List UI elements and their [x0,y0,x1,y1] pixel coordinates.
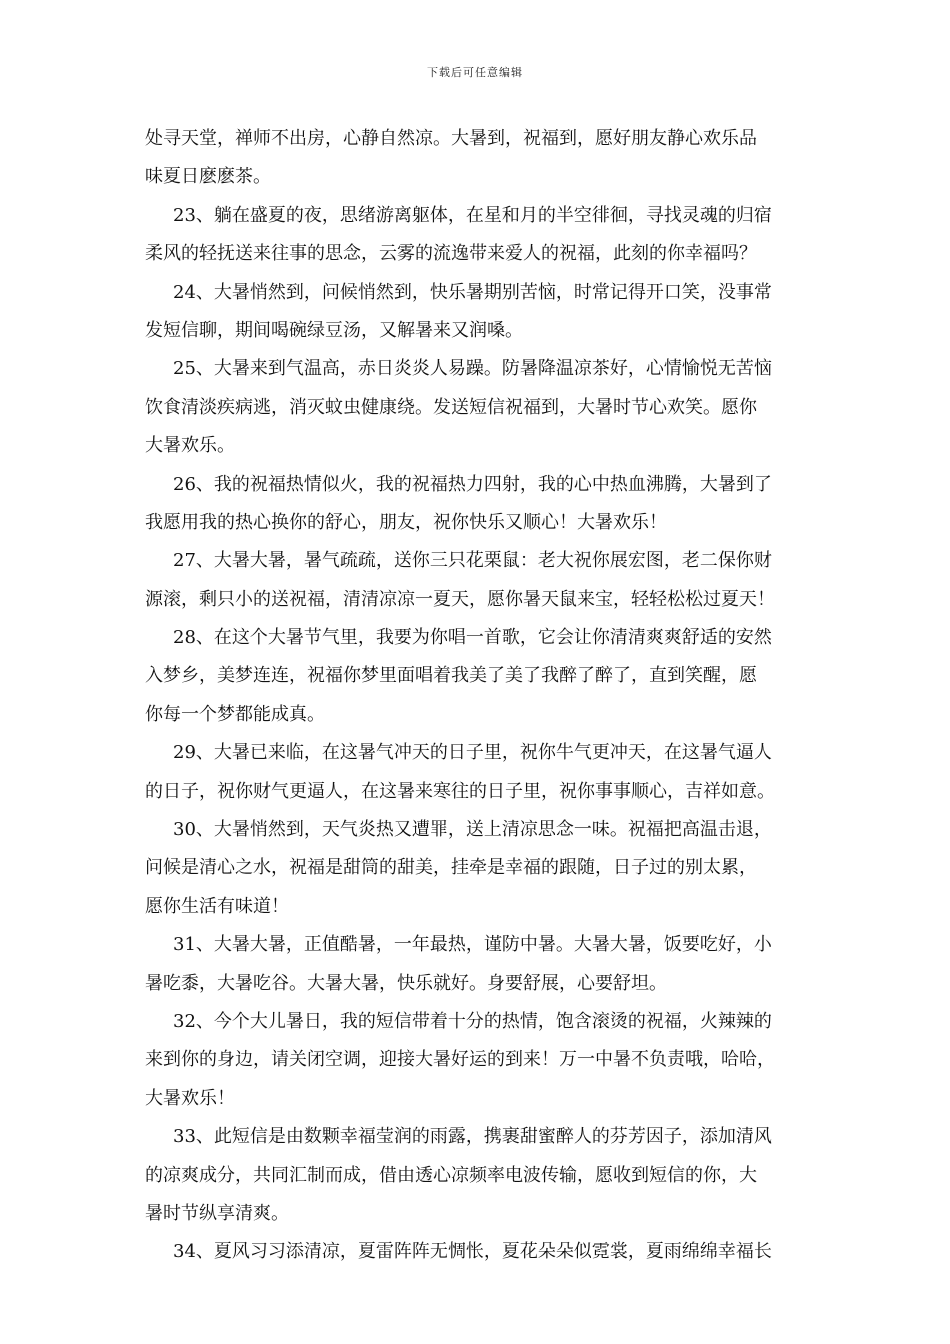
text-line: 34、夏风习习添清凉，夏雷阵阵无惆怅，夏花朵朵似霓裳，夏雨绵绵幸福长 [173,1241,772,1263]
text-line: 你每一个梦都能成真。 [145,703,325,725]
text-line: 饮食清淡疾病逃，消灭蚊虫健康绕。发送短信祝福到，大暑时节心欢笑。愿你 [145,396,757,418]
text-line: 暑吃黍，大暑吃谷。大暑大暑，快乐就好。身要舒展，心要舒坦。 [145,972,667,994]
text-line: 大暑欢乐！ [145,1087,235,1109]
text-line: 33、此短信是由数颗幸福莹润的雨露，携裹甜蜜醉人的芬芳因子，添加清风 [173,1126,772,1148]
text-line: 来到你的身边，请关闭空调，迎接大暑好运的到来！万一中暑不负责哦，哈哈， [145,1049,775,1071]
text-line: 30、大暑悄然到，天气炎热又遭罪，送上清凉思念一味。祝福把高温击退， [173,819,772,841]
text-line: 味夏日麽麽茶。 [145,166,271,188]
text-line: 愿你生活有味道！ [145,895,289,917]
text-line: 大暑欢乐。 [145,435,235,457]
page-header: 下载后可任意编辑 [427,66,523,79]
text-line: 27、大暑大暑，暑气疏疏，送你三只花栗鼠：老大祝你展宏图，老二保你财 [173,550,772,572]
text-line: 发短信聊，期间喝碗绿豆汤，又解暑来又润嗓。 [145,319,523,341]
text-line: 的日子，祝你财气更逼人，在这暑来寒往的日子里，祝你事事顺心，吉祥如意。 [145,780,775,802]
text-line: 源滚，剩只小的送祝福，清清凉凉一夏天，愿你暑天鼠来宝，轻轻松松过夏天！ [145,588,775,610]
text-line: 26、我的祝福热情似火，我的祝福热力四射，我的心中热血沸腾，大暑到了 [173,473,772,495]
text-line: 32、今个大儿暑日，我的短信带着十分的热情，饱含滚烫的祝福，火辣辣的 [173,1010,772,1032]
text-line: 31、大暑大暑，正值酷暑，一年最热，谨防中暑。大暑大暑，饭要吃好，小 [173,934,772,956]
text-line: 24、大暑悄然到，问候悄然到，快乐暑期别苦恼，时常记得开口笑，没事常 [173,281,772,303]
text-line: 柔风的轻抚送来往事的思念，云雾的流逸带来爱人的祝福，此刻的你幸福吗？ [145,243,757,265]
text-line: 29、大暑已来临，在这暑气冲天的日子里，祝你牛气更冲天，在这暑气逼人 [173,742,772,764]
text-line: 28、在这个大暑节气里，我要为你唱一首歌，它会让你清清爽爽舒适的安然 [173,627,772,649]
document-body [145,120,825,1272]
text-line: 问候是清心之水，祝福是甜筒的甜美，挂牵是幸福的跟随，日子过的别太累， [145,857,757,879]
text-line: 入梦乡，美梦连连，祝福你梦里面唱着我美了美了我醉了醉了，直到笑醒，愿 [145,665,757,687]
text-line: 我愿用我的热心换你的舒心，朋友，祝你快乐又顺心！大暑欢乐！ [145,511,667,533]
text-line: 处寻天堂，禅师不出房，心静自然凉。大暑到，祝福到，愿好朋友静心欢乐品 [145,128,757,149]
text-line: 的凉爽成分，共同汇制而成，借由透心凉频率电波传输，愿收到短信的你，大 [145,1164,757,1186]
text-line: 25、大暑来到气温高，赤日炎炎人易躁。防暑降温凉茶好，心情愉悦无苦恼 [173,358,772,380]
text-line: 暑时节纵享清爽。 [145,1202,289,1224]
text-line: 23、躺在盛夏的夜，思绪游离躯体，在星和月的半空徘徊，寻找灵魂的归宿 [173,204,772,226]
